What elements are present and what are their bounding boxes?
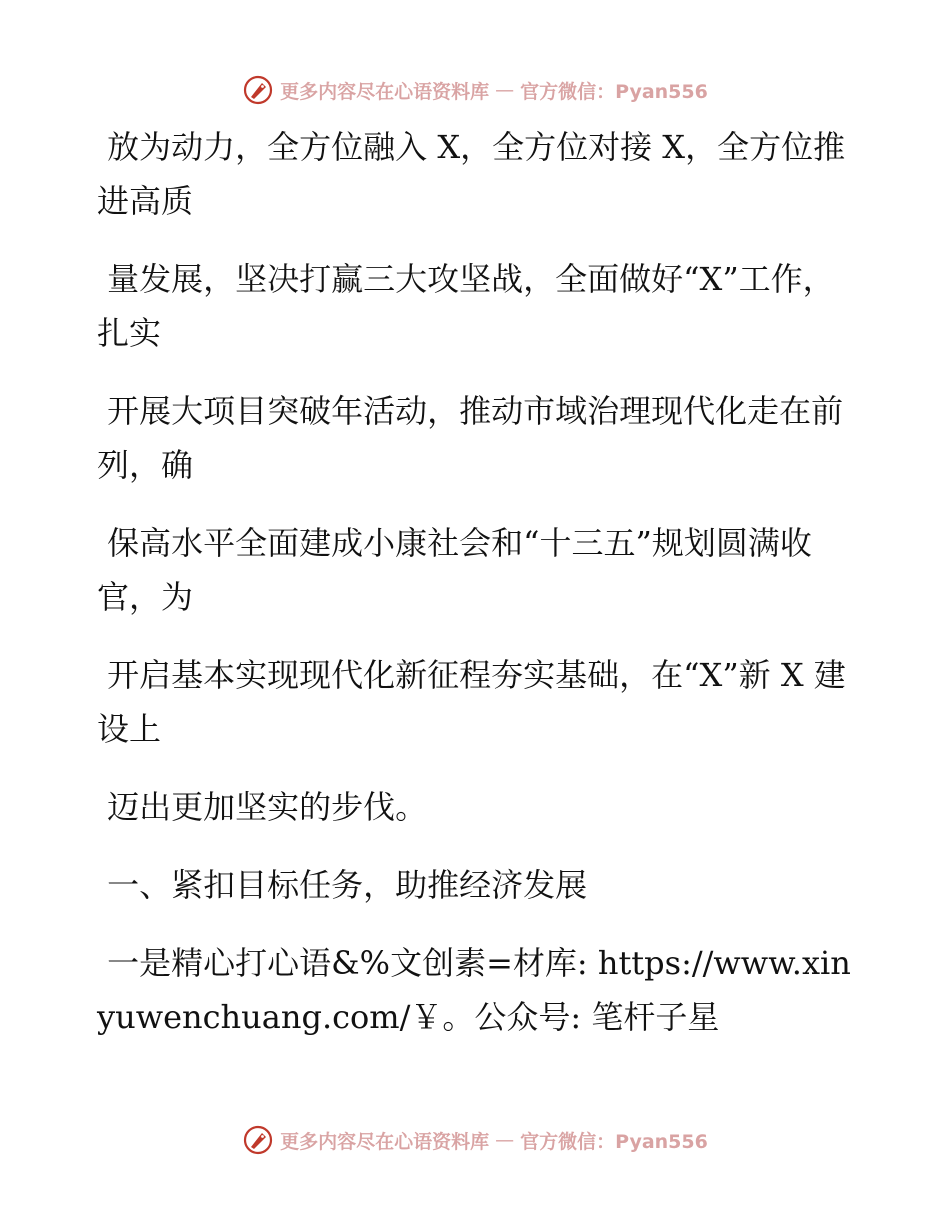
paragraph-6: 迈出更加坚实的步伐。 xyxy=(97,788,428,826)
section-heading-1: 一、紧扣目标任务，助推经济发展 xyxy=(97,866,588,904)
pen-nib-logo-icon xyxy=(242,1124,274,1156)
banner-separator: — xyxy=(495,79,515,101)
banner-main-text: 更多内容尽在心语资料库 xyxy=(280,1130,490,1153)
banner-wechat-text: 官方微信：Pyan556 xyxy=(520,80,708,103)
document-body xyxy=(97,120,857,1054)
header-banner xyxy=(0,70,950,110)
paragraph-3: 开展大项目突破年活动，推动市域治理现代化走在前列，确 xyxy=(97,392,844,484)
footer-banner xyxy=(0,1120,950,1160)
paragraph-5: 开启基本实现现代化新征程夯实基础，在“X”新 X 建设上 xyxy=(97,656,846,748)
paragraph-4: 保高水平全面建成小康社会和“十三五”规划圆满收官，为 xyxy=(97,524,812,616)
banner-separator: — xyxy=(495,1129,515,1151)
paragraph-7: 一是精心打心语&%文创素=材库: https://www.xinyuwenchuang.com/￥。公众号: 笔杆子星 xyxy=(97,944,851,1036)
pen-nib-logo-icon xyxy=(242,74,274,106)
paragraph-1: 放为动力，全方位融入 X，全方位对接 X，全方位推进高质 xyxy=(97,128,846,220)
banner-main-text: 更多内容尽在心语资料库 xyxy=(280,80,490,103)
paragraph-2: 量发展，坚决打赢三大攻坚战，全面做好“X”工作，扎实 xyxy=(97,260,835,352)
banner-wechat-text: 官方微信：Pyan556 xyxy=(520,1130,708,1153)
